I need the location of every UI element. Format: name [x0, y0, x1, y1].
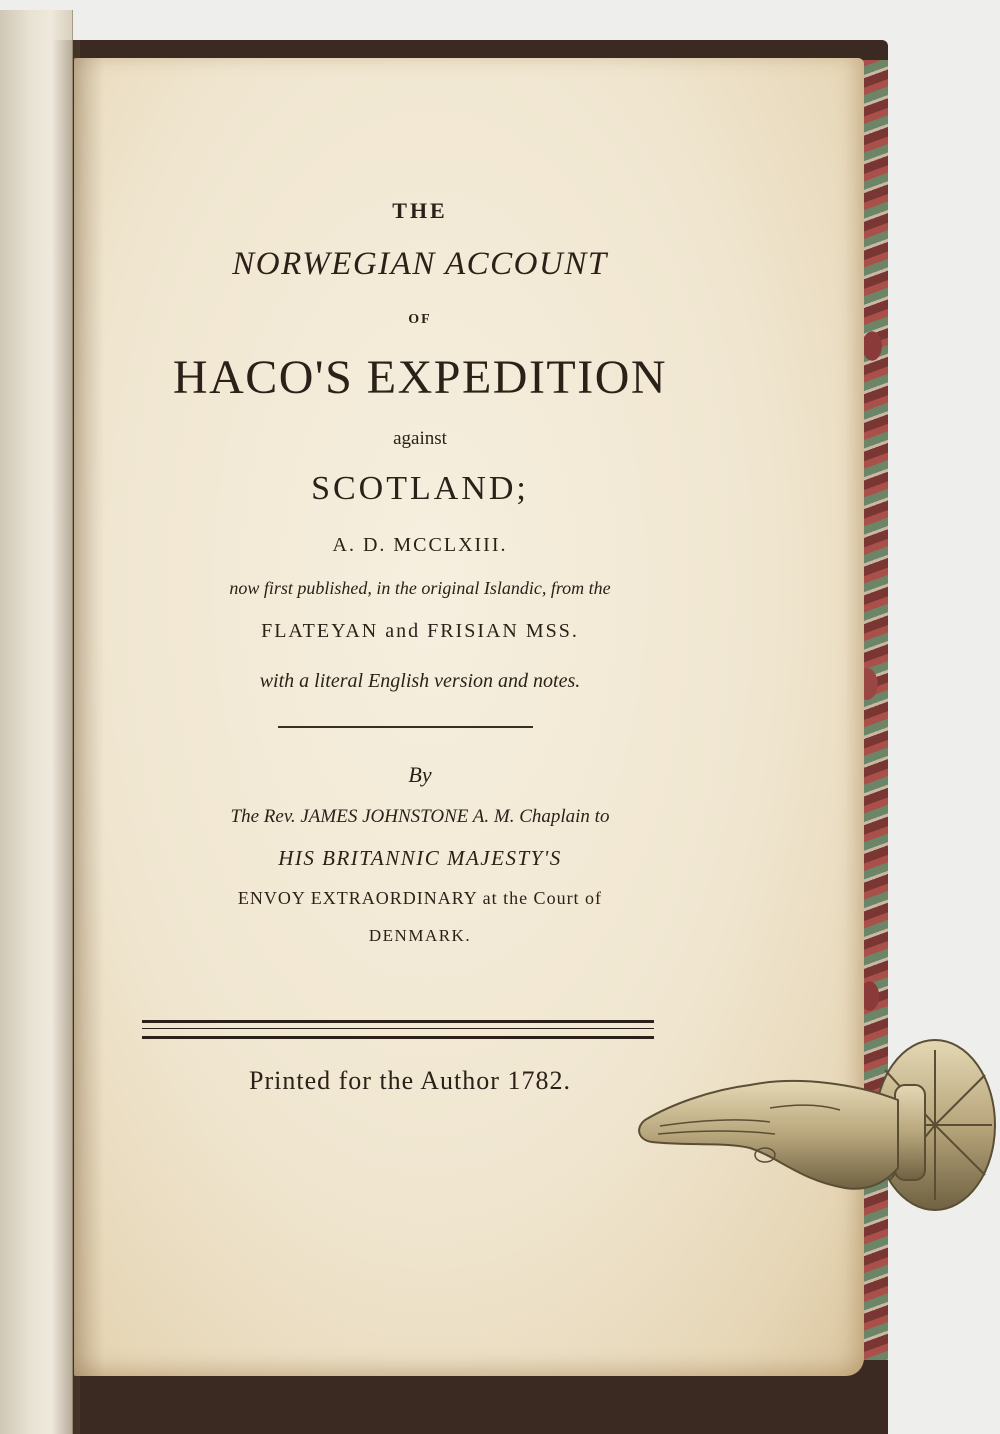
title-published-note: now first published, in the original Islandic, from the — [229, 578, 611, 598]
envoy-line: ENVOY EXTRAORDINARY at the Court of — [237, 888, 603, 908]
denmark-line: DENMARK. — [368, 926, 472, 945]
title-version-note: with a literal English version and notes. — [259, 670, 581, 692]
title-page-gutter — [74, 58, 104, 1376]
title-manuscripts: FLATEYAN and FRISIAN MSS. — [261, 620, 579, 642]
title-against: against — [393, 428, 447, 449]
title-year: A. D. MCCLXIII. — [332, 534, 508, 556]
brass-hand-bookmark-icon — [630, 1030, 1000, 1230]
title-norwegian-account: NORWEGIAN ACCOUNT — [232, 246, 608, 282]
title-of: OF — [408, 312, 432, 327]
double-rule-bottom — [142, 1036, 654, 1039]
title-by: By — [408, 762, 432, 787]
title-scotland: SCOTLAND; — [311, 470, 529, 507]
double-rule-top — [142, 1020, 654, 1023]
title-the: THE — [392, 198, 448, 223]
main-title: HACO'S EXPEDITION — [172, 351, 668, 404]
double-rule-middle — [142, 1028, 654, 1029]
author-line: The Rev. JAMES JOHNSTONE A. M. Chaplain to — [230, 806, 610, 827]
imprint-line: Printed for the Author 1782. — [249, 1066, 571, 1095]
divider-rule — [278, 726, 533, 728]
majesty-line: HIS BRITANNIC MAJESTY'S — [278, 846, 562, 870]
